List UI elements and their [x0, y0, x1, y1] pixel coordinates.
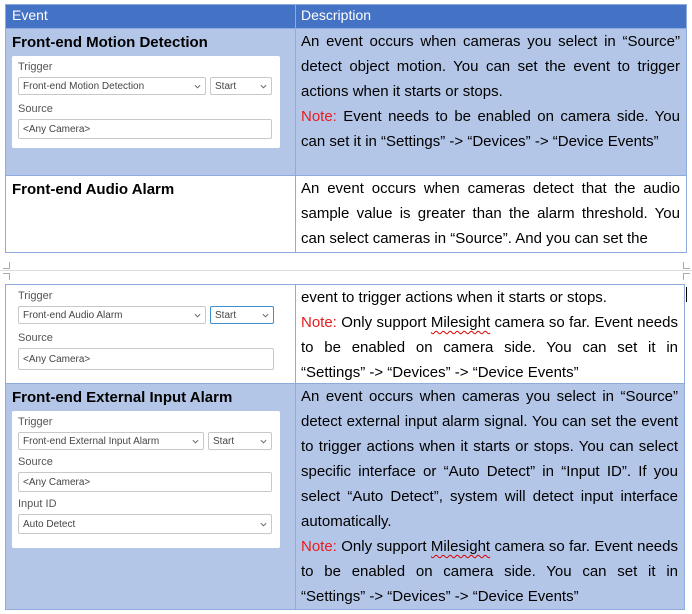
chevron-down-icon: [194, 312, 201, 319]
action-select[interactable]: [208, 432, 272, 450]
source-label: Source: [18, 103, 53, 115]
text-cursor: [686, 287, 687, 302]
action-select[interactable]: [210, 77, 272, 95]
source-input-value: <Any Camera>: [23, 476, 91, 488]
brand-name: Milesight: [430, 538, 491, 555]
trigger-panel: [12, 285, 280, 377]
page-corner-mark: [683, 273, 690, 280]
header-description: Description: [301, 7, 372, 23]
event-title: Front-end External Input Alarm: [12, 389, 233, 406]
action-select-value: Start: [215, 80, 237, 92]
description-text: An event occurs when cameras detect that the audio sample value is greater than the alarm threshold. You can select cameras in “Source”. And you can set the: [301, 180, 680, 247]
chevron-down-icon: [194, 83, 201, 90]
trigger-select-value: Front-end Audio Alarm: [23, 309, 123, 321]
event-title: Front-end Audio Alarm: [12, 181, 175, 198]
description-cell: [296, 384, 684, 609]
action-select-value: Start: [215, 309, 237, 321]
trigger-select-value: Front-end External Input Alarm: [23, 435, 160, 447]
source-input[interactable]: [18, 348, 274, 370]
page-corner-mark: [683, 262, 690, 269]
trigger-panel: [12, 411, 280, 548]
event-cell: [6, 176, 296, 252]
page-corner-mark: [3, 262, 10, 269]
action-select-value: Start: [213, 435, 235, 447]
note-text: camera so far. Event needs to be enabled on camera side. You can set it in “Settings” -> “Devices” -> “Device Events”: [301, 538, 678, 605]
events-table-page1: [5, 4, 687, 253]
source-input[interactable]: [18, 119, 272, 139]
description-text: An event occurs when cameras you select in “Source” detect external input alarm signal. You can set the event to trigger actions when it starts or stops. You can select specific interface or “Auto Detect” in “Input ID”. If you select “Auto Detect”, system will detect input interface automatically.: [301, 388, 678, 530]
table-row-audio-alarm: [6, 175, 686, 252]
description-text: event to trigger actions when it starts or stops.: [301, 289, 607, 306]
note-text: camera so far. Event needs to be enabled on camera side. You can set it in “Settings” -> “Devices” -> “Device Events”: [301, 314, 678, 381]
event-cell: [6, 384, 296, 609]
description-cell: [296, 285, 684, 383]
note-label: Note:: [301, 108, 337, 125]
trigger-select[interactable]: [18, 432, 204, 450]
page-corner-mark: [3, 273, 10, 280]
header-event: Event: [6, 5, 296, 28]
trigger-label: Trigger: [18, 61, 53, 73]
note-text: Only support: [336, 314, 431, 331]
chevron-down-icon: [262, 312, 269, 319]
chevron-down-icon: [260, 83, 267, 90]
note-text: Event needs to be enabled on camera side. You can set it in “Settings” -> “Devices” -> “Device Events”: [301, 108, 680, 150]
table-row-external-input-alarm: [6, 383, 684, 609]
event-title: Front-end Motion Detection: [12, 34, 208, 51]
source-label: Source: [18, 332, 53, 344]
note-text: Only support: [336, 538, 431, 555]
note-label: Note:: [301, 314, 337, 331]
description-text: An event occurs when cameras you select in “Source” detect object motion. You can set the event to trigger actions when it starts or stops.: [301, 33, 680, 100]
description-cell: [296, 29, 686, 175]
trigger-select[interactable]: [18, 77, 206, 95]
trigger-select[interactable]: [18, 306, 206, 324]
input-id-label: Input ID: [18, 498, 57, 510]
table-header-row: [6, 5, 686, 28]
trigger-label: Trigger: [18, 290, 53, 302]
page-break-line: [0, 270, 692, 271]
source-input[interactable]: [18, 472, 272, 492]
note-label: Note:: [301, 538, 337, 555]
source-input-value: <Any Camera>: [23, 123, 91, 135]
table-row-motion-detection: [6, 28, 686, 175]
event-cell: [6, 285, 296, 383]
input-id-select[interactable]: [18, 514, 272, 534]
chevron-down-icon: [192, 438, 199, 445]
chevron-down-icon: [260, 521, 267, 528]
event-cell: [6, 29, 296, 175]
table-row-audio-alarm-continued: [6, 285, 684, 383]
brand-name: Milesight: [430, 314, 491, 331]
page-break: [0, 258, 692, 283]
input-id-select-value: Auto Detect: [23, 518, 76, 530]
source-label: Source: [18, 456, 53, 468]
trigger-select-value: Front-end Motion Detection: [23, 80, 145, 92]
chevron-down-icon: [260, 438, 267, 445]
trigger-panel: [12, 56, 280, 148]
trigger-label: Trigger: [18, 416, 53, 428]
action-select[interactable]: [210, 306, 274, 324]
events-table-page2: [5, 284, 685, 610]
source-input-value: <Any Camera>: [23, 353, 91, 365]
description-cell: [296, 176, 686, 252]
